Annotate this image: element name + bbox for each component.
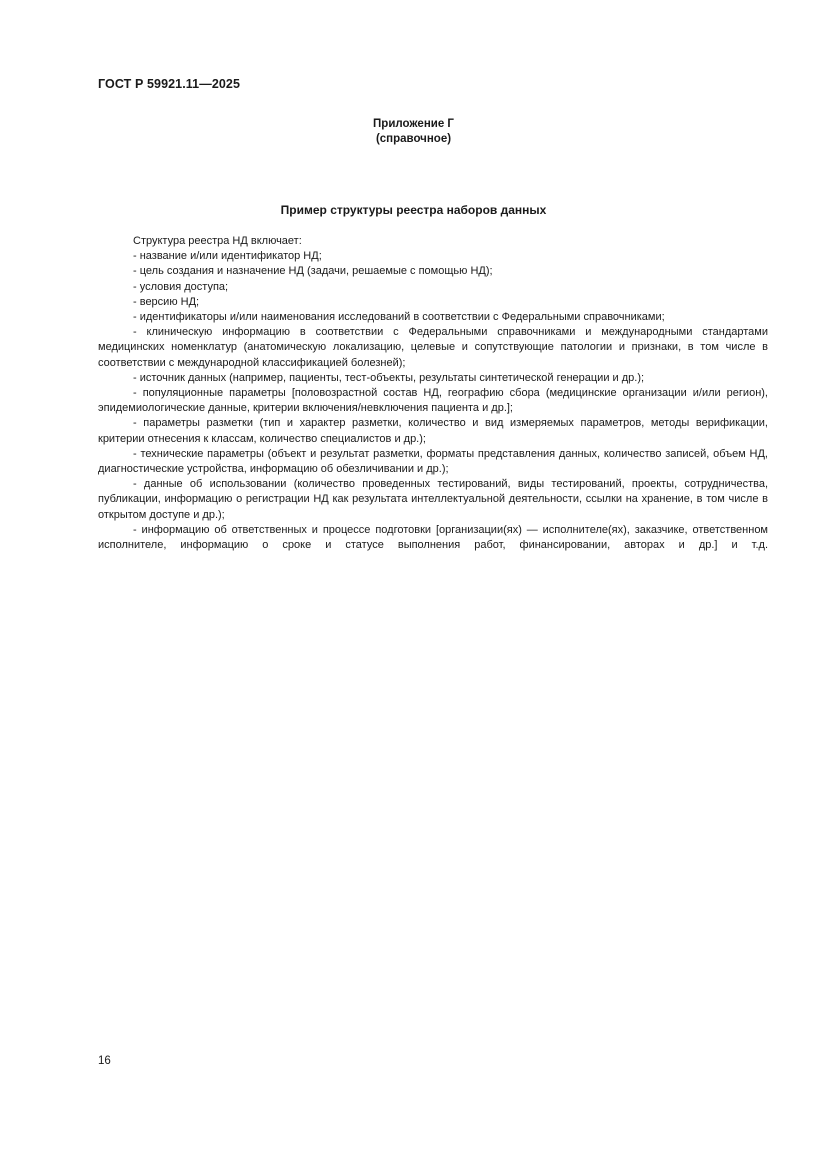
list-item: - данные об использовании (количество проведенных тестирований, виды тестирований, проекты, сотрудничества, публикации, информацию о регистрации НД как результата интеллектуальной деятельности, ссылки на хранение, в том числе в открытом доступе и др.); (98, 478, 768, 521)
appendix-title: Приложение Г (373, 118, 454, 130)
list-item: - источник данных (например, пациенты, тест-объекты, результаты синтетической генерации и др.); (133, 371, 645, 384)
list-item: - название и/или идентификатор НД; (133, 250, 322, 263)
list-item: - условия доступа; (133, 280, 229, 293)
body-intro: Структура реестра НД включает: (133, 235, 302, 247)
page-number: 16 (98, 1055, 111, 1067)
list-item: - параметры разметки (тип и характер разметки, количество и вид измеряемых параметров, методы верификации, критерии отнесения к классам, количество специалистов и др.); (98, 417, 768, 445)
section-title: Пример структуры реестра наборов данных (280, 203, 547, 217)
list-item: - информацию об ответственных и процессе подготовки [организации(ях) — исполнителе(ях), заказчике, ответственном исполнителе, информацию о сроке и статусе выполнения работ, финансировании, авторах и др.] и т.д. (98, 523, 768, 552)
appendix-heading (0, 117, 827, 147)
list-item: - цель создания и назначение НД (задачи, решаемые с помощью НД); (133, 265, 493, 278)
list-item: - идентификаторы и/или наименования исследований в соответствии с Федеральными справочниками; (133, 311, 665, 324)
appendix-subtitle: (справочное) (375, 133, 452, 145)
list-item: - версию НД; (133, 295, 200, 308)
document-standard-code: ГОСТ Р 59921.11—2025 (98, 77, 241, 91)
list-item: - клиническую информацию в соответствии с Федеральными справочниками и международными стандартами медицинских номенклатур (анатомическую локализацию, целевые и сопутствующие патологии и признаки, в том числе в соответствии с международной классификацией болезней); (98, 326, 768, 369)
list-item: - технические параметры (объект и результат разметки, форматы представления данных, количество записей, объем НД, диагностические устройства, информацию об обезличивании и др.); (98, 447, 768, 476)
document-body (98, 234, 768, 553)
list-item: - популяционные параметры [половозрастной состав НД, географию сбора (медицинские организации и/или регион), эпидемиологические данные, критерии включения/невключения пациента и др.]; (98, 387, 768, 415)
